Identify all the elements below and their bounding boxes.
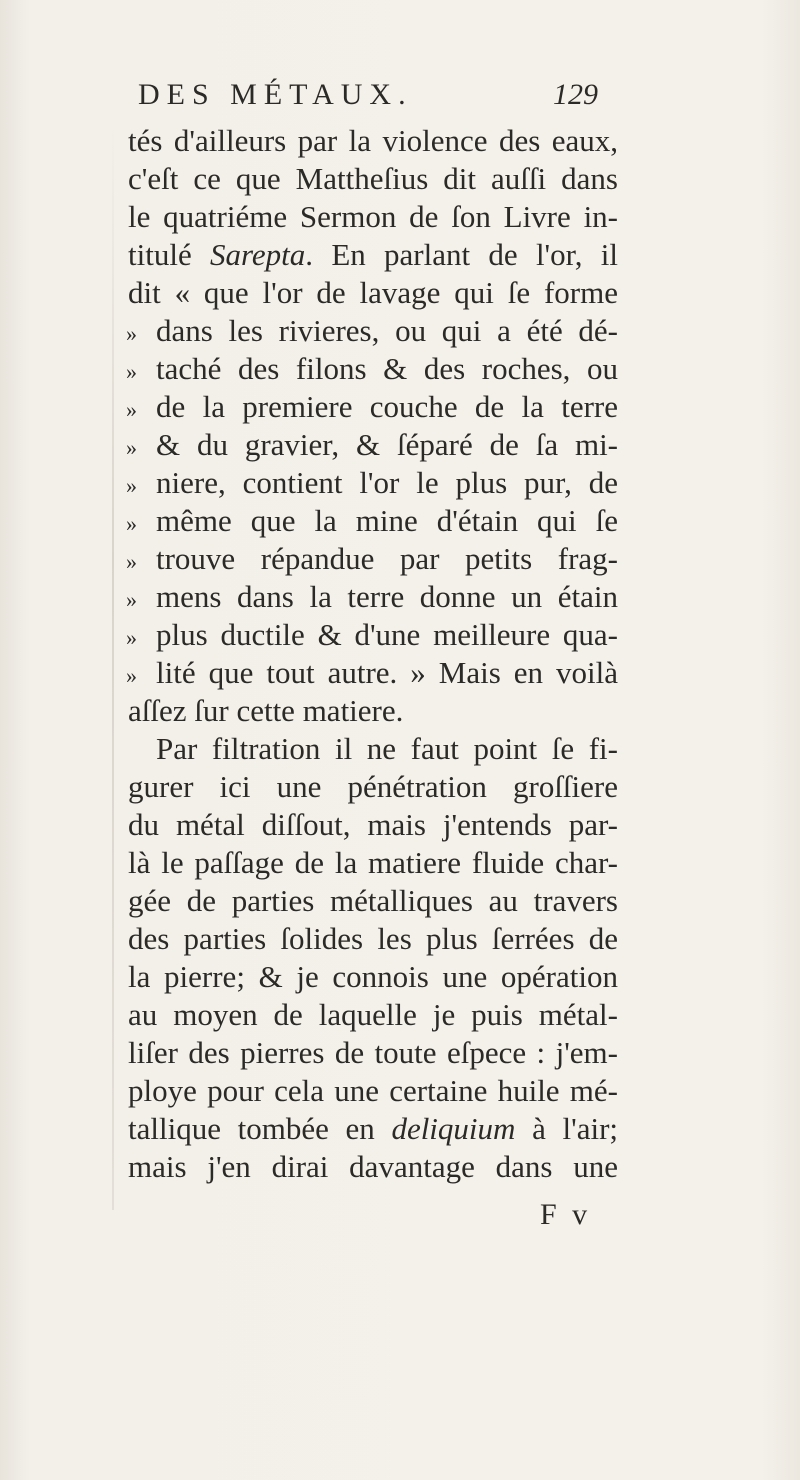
quote-mark: » (126, 358, 137, 384)
line-text: le quatriéme Sermon de ſon Livre in- (128, 199, 618, 234)
text-line (128, 1110, 618, 1148)
text-line (128, 274, 618, 312)
line-text: tés d'ailleurs par la violence des eaux, (128, 123, 618, 158)
text-line (126, 578, 618, 616)
line-text: . En parlant de l'or, il (305, 237, 618, 272)
line-text: dit « que l'or de lavage qui ſe forme (128, 275, 618, 310)
line-text: gée de parties métalliques au travers (128, 883, 618, 918)
text-line (128, 882, 618, 920)
line-text: titulé (128, 237, 210, 272)
quote-mark: » (126, 320, 137, 346)
line-text: gurer ici une pénétration groſſiere (128, 769, 618, 804)
line-text: mais j'en dirai davantage dans une (128, 1149, 618, 1184)
text-line (126, 616, 618, 654)
text-line (128, 730, 618, 768)
quote-mark: » (126, 548, 137, 574)
line-text: Par filtration il ne faut point ſe fi- (156, 731, 618, 766)
italic-term: Sarepta (210, 237, 306, 272)
line-text: au moyen de laquelle je puis métal- (128, 997, 618, 1032)
text-line (128, 996, 618, 1034)
line-text: aſſez ſur cette matiere. (128, 693, 404, 728)
quote-mark: » (126, 434, 137, 460)
line-text: des parties ſolides les plus ſerrées de (128, 921, 618, 956)
running-title: DES MÉTAUX. (138, 78, 413, 111)
line-text: ploye pour cela une certaine huile mé- (128, 1073, 618, 1108)
quote-mark: » (126, 586, 137, 612)
line-text: trouve répandue par petits frag- (156, 541, 618, 576)
text-line (126, 540, 618, 578)
line-text: tallique tombée en (128, 1111, 392, 1146)
text-line (128, 198, 618, 236)
line-text: & du gravier, & ſéparé de ſa mi- (156, 427, 618, 462)
line-text: lité que tout autre. » Mais en voilà (156, 655, 618, 690)
line-text: niere, contient l'or le plus pur, de (156, 465, 618, 500)
line-text: même que la mine d'étain qui ſe (156, 503, 618, 538)
text-line (128, 236, 618, 274)
text-line (128, 1072, 618, 1110)
gutter-shadow (112, 120, 114, 1210)
page-number: 129 (553, 78, 598, 111)
line-text: mens dans la terre donne un étain (156, 579, 618, 614)
text-line (128, 920, 618, 958)
catchword: F v (540, 1198, 592, 1231)
text-line (126, 654, 618, 692)
line-text: de la premiere couche de la terre (156, 389, 618, 424)
text-line (128, 1034, 618, 1072)
text-line (128, 122, 618, 160)
line-text: du métal diſſout, mais j'entends par- (128, 807, 618, 842)
text-line (126, 464, 618, 502)
quote-mark: » (126, 396, 137, 422)
text-line (128, 806, 618, 844)
line-text: là le paſſage de la matiere fluide char- (128, 845, 618, 880)
line-text: taché des filons & des roches, ou (156, 351, 618, 386)
text-line (128, 692, 618, 730)
quote-mark: » (126, 624, 137, 650)
line-text: la pierre; & je connois une opération (128, 959, 618, 994)
quote-mark: » (126, 662, 137, 688)
quote-mark: » (126, 472, 137, 498)
text-line (126, 426, 618, 464)
text-line (128, 958, 618, 996)
text-line (126, 388, 618, 426)
running-header (138, 78, 598, 118)
body-text (128, 122, 618, 1186)
text-line (128, 768, 618, 806)
text-line (128, 844, 618, 882)
line-text: dans les rivieres, ou qui a été dé- (156, 313, 618, 348)
line-text: c'eſt ce que Mattheſius dit auſſi dans (128, 161, 618, 196)
line-text: plus ductile & d'une meilleure qua- (156, 617, 618, 652)
text-line (128, 160, 618, 198)
quote-mark: » (126, 510, 137, 536)
text-line (126, 502, 618, 540)
italic-term: deliquium (391, 1111, 516, 1146)
text-line (128, 1148, 618, 1186)
line-text: à l'air; (515, 1111, 619, 1146)
line-text: liſer des pierres de toute eſpece : j'em- (128, 1035, 618, 1070)
text-line (126, 312, 618, 350)
text-line (126, 350, 618, 388)
